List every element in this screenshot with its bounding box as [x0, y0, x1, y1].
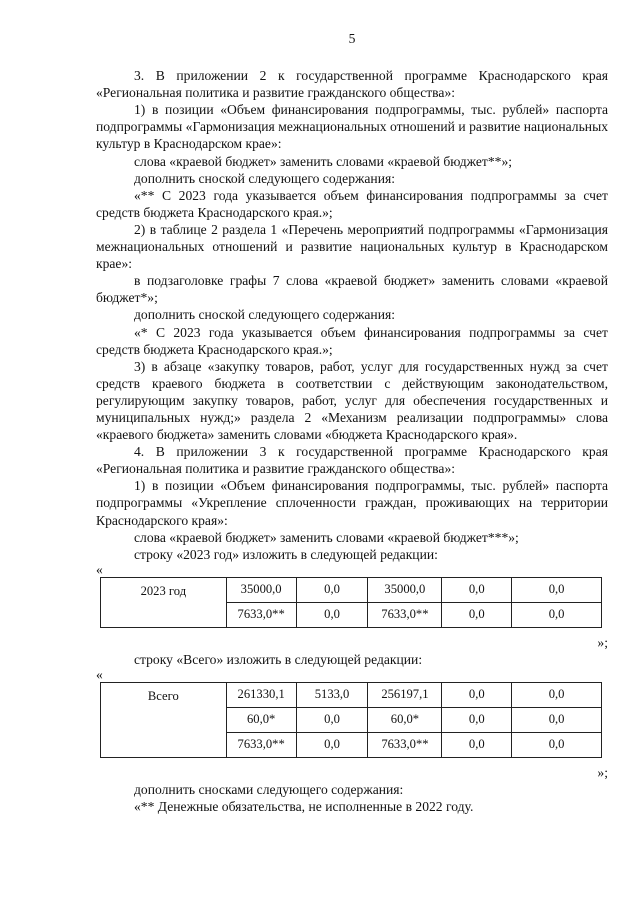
table-cell: 0,0 — [442, 602, 512, 627]
table-cell: 35000,0 — [226, 577, 296, 602]
table-cell: 261330,1 — [226, 683, 296, 708]
paragraph: слова «краевой бюджет» заменить словами «краевой бюджет***»; — [134, 529, 519, 545]
table-row — [101, 683, 602, 708]
paragraph: 1) в позиции «Объем финансирования подпрограммы, тыс. рублей» паспорта подпрограммы «Укрепление сплоченности граждан, проживающих на территории Краснодарского края»: — [96, 478, 608, 528]
closing-quote: »; — [597, 765, 608, 780]
table-cell: 0,0 — [296, 577, 368, 602]
paragraph: дополнить сноской следующего содержания: — [134, 170, 396, 186]
table-cell: 0,0 — [512, 733, 602, 758]
row-label-cell: 2023 год — [101, 577, 227, 627]
paragraph: строку «Всего» изложить в следующей редакции: — [134, 651, 423, 667]
table-cell: 7633,0** — [226, 602, 296, 627]
closing-quote: »; — [597, 634, 608, 650]
table-cell: 60,0* — [368, 708, 442, 733]
opening-quote: « — [96, 561, 103, 577]
document-page — [96, 30, 608, 815]
table-cell: 0,0 — [296, 708, 368, 733]
table-cell: 0,0 — [442, 683, 512, 708]
paragraph: 2) в таблице 2 раздела 1 «Перечень мероприятий подпрограммы «Гармонизация межнациональных отношений и развитие национальных культур в Краснодарском крае»: — [96, 221, 608, 272]
table-2023 — [100, 577, 602, 628]
table-cell: 0,0 — [512, 708, 602, 733]
paragraph: слова «краевой бюджет» заменить словами «краевой бюджет**»; — [134, 153, 513, 169]
paragraph: дополнить сносками следующего содержания: — [134, 782, 404, 798]
paragraph: 3) в абзаце «закупку товаров, работ, услуг для государственных нужд за счет средств краевого бюджета в соответствии с действующим законодательством, регулирующим закупку товаров, работ, услуг для обеспечения государственных и муниципальных нужд;» раздела 2 «Механизм реализации подпрограммы» слова «краевого бюджета» заменить словами «бюджета Краснодарского края». — [96, 358, 608, 443]
table-total — [100, 682, 602, 758]
table-cell: 0,0 — [442, 708, 512, 733]
table-cell: 7633,0** — [368, 602, 442, 627]
table-row — [101, 577, 602, 602]
paragraph: 1) в позиции «Объем финансирования подпрограммы, тыс. рублей» паспорта подпрограммы «Гармонизация межнациональных отношений и развитие национальных культур в Краснодарском крае»: — [96, 102, 608, 152]
table-cell: 0,0 — [512, 577, 602, 602]
paragraph: «** Денежные обязательства, не исполненные в 2022 году. — [134, 799, 474, 815]
paragraph: строку «2023 год» изложить в следующей редакции: — [134, 546, 438, 562]
page-number: 5 — [348, 31, 356, 46]
table-cell: 256197,1 — [368, 683, 442, 708]
paragraph: дополнить сноской следующего содержания: — [134, 307, 396, 323]
table-cell: 0,0 — [296, 733, 368, 758]
opening-quote: « — [96, 667, 103, 682]
row-label-cell: Всего — [101, 683, 227, 758]
paragraph: «* С 2023 года указывается объем финансирования подпрограммы за счет средств бюджета Краснодарского края.»; — [96, 324, 608, 357]
paragraph: 4. В приложении 3 к государственной программе Краснодарского края «Региональная политика и развитие гражданского общества»: — [96, 444, 608, 477]
table-cell: 5133,0 — [296, 683, 368, 708]
table-cell: 35000,0 — [368, 577, 442, 602]
table-cell: 0,0 — [442, 733, 512, 758]
table-cell: 0,0 — [512, 602, 602, 627]
table-cell: 60,0* — [226, 708, 296, 733]
paragraph: в подзаголовке графы 7 слова «краевой бюджет» заменить словами «краевой бюджет*»; — [96, 273, 608, 306]
table-cell: 0,0 — [512, 683, 602, 708]
table-cell: 0,0 — [296, 602, 368, 627]
paragraph: «** С 2023 года указывается объем финансирования подпрограммы за счет средств бюджета Краснодарского края.»; — [96, 187, 608, 220]
paragraph: 3. В приложении 2 к государственной программе Краснодарского края «Региональная политика и развитие гражданского общества»: — [96, 68, 608, 101]
table-cell: 0,0 — [442, 577, 512, 602]
table-cell: 7633,0** — [226, 733, 296, 758]
table-cell: 7633,0** — [368, 733, 442, 758]
